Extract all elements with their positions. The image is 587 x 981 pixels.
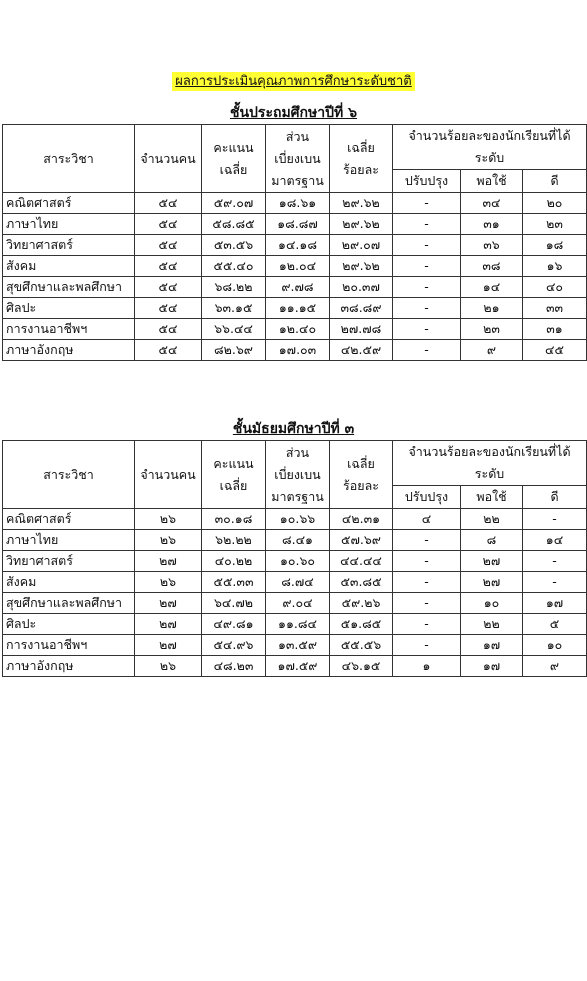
cell-subject: สุขศึกษาและพลศึกษา [3, 277, 135, 298]
cell-count: ๕๔ [135, 193, 202, 214]
cell-improve: - [393, 193, 461, 214]
cell-fair: ๒๑ [461, 298, 523, 319]
header-count: จำนวนคน [135, 125, 202, 193]
cell-sd: ๑๐.๖๐ [266, 551, 330, 572]
header-improve: ปรับปรุง [393, 170, 461, 193]
header-good: ดี [523, 170, 587, 193]
cell-improve: - [393, 593, 461, 614]
cell-improve: - [393, 214, 461, 235]
cell-subject: สังคม [3, 256, 135, 277]
table-row [3, 593, 587, 614]
cell-sd: ๑๗.๕๙ [266, 656, 330, 677]
cell-sd: ๑๒.๐๔ [266, 256, 330, 277]
header-count: จำนวนคน [135, 441, 202, 509]
header-fair: พอใช้ [461, 486, 523, 509]
cell-improve: - [393, 277, 461, 298]
results-table-secondary [2, 440, 587, 677]
cell-count: ๒๖ [135, 656, 202, 677]
cell-sd: ๑๑.๑๕ [266, 298, 330, 319]
cell-subject: สุขศึกษาและพลศึกษา [3, 593, 135, 614]
cell-mean: ๕๓.๕๖ [202, 235, 266, 256]
cell-mean: ๘๒.๖๙ [202, 340, 266, 361]
cell-good: - [523, 509, 587, 530]
table-row [3, 193, 587, 214]
section-title-primary: ชั้นประถมศึกษาปีที่ ๖ [229, 105, 358, 121]
cell-fair: ๓๑ [461, 214, 523, 235]
cell-mean: ๖๒.๒๒ [202, 530, 266, 551]
cell-count: ๒๗ [135, 593, 202, 614]
table-row [3, 298, 587, 319]
header-levels: จำนวนร้อยละของนักเรียนที่ได้ ระดับ [393, 125, 587, 170]
header-percent: เฉลี่ย ร้อยละ [330, 125, 393, 193]
cell-good: - [523, 551, 587, 572]
table-row [3, 530, 587, 551]
cell-subject: การงานอาชีพฯ [3, 319, 135, 340]
cell-sd: ๑๘.๘๗ [266, 214, 330, 235]
cell-sd: ๑๗.๐๓ [266, 340, 330, 361]
cell-percent: ๕๑.๘๕ [330, 614, 393, 635]
cell-mean: ๕๘.๘๕ [202, 214, 266, 235]
cell-percent: ๔๔.๔๔ [330, 551, 393, 572]
cell-good: ๓๑ [523, 319, 587, 340]
cell-percent: ๔๖.๑๕ [330, 656, 393, 677]
cell-mean: ๔๙.๘๑ [202, 614, 266, 635]
cell-fair: ๑๐ [461, 593, 523, 614]
table-row [3, 277, 587, 298]
cell-mean: ๖๖.๔๔ [202, 319, 266, 340]
cell-fair: ๑๗ [461, 656, 523, 677]
table-row [3, 551, 587, 572]
header-sd: ส่วน เบี่ยงเบน มาตรฐาน [266, 441, 330, 509]
cell-improve: ๑ [393, 656, 461, 677]
cell-percent: ๕๙.๒๖ [330, 593, 393, 614]
header-percent: เฉลี่ย ร้อยละ [330, 441, 393, 509]
table-row [3, 256, 587, 277]
cell-improve: - [393, 614, 461, 635]
cell-mean: ๕๔.๙๖ [202, 635, 266, 656]
section-title-secondary: ชั้นมัธยมศึกษาปีที่ ๓ [232, 421, 355, 437]
cell-good: ๑๗ [523, 593, 587, 614]
cell-mean: ๖๔.๗๒ [202, 593, 266, 614]
cell-fair: ๒๓ [461, 319, 523, 340]
cell-fair: ๓๔ [461, 193, 523, 214]
cell-fair: ๑๔ [461, 277, 523, 298]
cell-improve: - [393, 235, 461, 256]
cell-subject: ศิลปะ [3, 298, 135, 319]
cell-mean: ๕๙.๐๗ [202, 193, 266, 214]
cell-percent: ๓๘.๘๙ [330, 298, 393, 319]
cell-percent: ๕๓.๘๕ [330, 572, 393, 593]
cell-sd: ๑๔.๑๘ [266, 235, 330, 256]
cell-percent: ๒๗.๗๘ [330, 319, 393, 340]
cell-fair: ๑๗ [461, 635, 523, 656]
header-mean: คะแนน เฉลี่ย [202, 441, 266, 509]
cell-count: ๒๖ [135, 572, 202, 593]
cell-fair: ๒๒ [461, 509, 523, 530]
cell-sd: ๘.๗๔ [266, 572, 330, 593]
table-row [3, 509, 587, 530]
page-title: ผลการประเมินคุณภาพการศึกษาระดับชาติ [172, 72, 414, 91]
cell-good: ๑๘ [523, 235, 587, 256]
cell-improve: - [393, 298, 461, 319]
cell-sd: ๑๘.๖๑ [266, 193, 330, 214]
cell-count: ๕๔ [135, 319, 202, 340]
cell-fair: ๘ [461, 530, 523, 551]
cell-good: - [523, 572, 587, 593]
cell-subject: สังคม [3, 572, 135, 593]
cell-percent: ๒๙.๖๒ [330, 214, 393, 235]
cell-mean: ๖๓.๑๕ [202, 298, 266, 319]
table-row [3, 635, 587, 656]
cell-count: ๕๔ [135, 340, 202, 361]
cell-percent: ๒๐.๓๗ [330, 277, 393, 298]
cell-good: ๔๕ [523, 340, 587, 361]
cell-count: ๒๗ [135, 635, 202, 656]
cell-sd: ๑๐.๖๖ [266, 509, 330, 530]
cell-fair: ๒๒ [461, 614, 523, 635]
cell-percent: ๕๕.๕๖ [330, 635, 393, 656]
header-fair: พอใช้ [461, 170, 523, 193]
cell-percent: ๕๗.๖๙ [330, 530, 393, 551]
table-row [3, 235, 587, 256]
cell-count: ๕๔ [135, 214, 202, 235]
header-subject: สาระวิชา [3, 125, 135, 193]
cell-subject: ภาษาอังกฤษ [3, 340, 135, 361]
cell-sd: ๑๓.๕๙ [266, 635, 330, 656]
cell-good: ๔๐ [523, 277, 587, 298]
cell-subject: ภาษาไทย [3, 530, 135, 551]
cell-good: ๑๖ [523, 256, 587, 277]
cell-fair: ๒๗ [461, 572, 523, 593]
cell-fair: ๒๗ [461, 551, 523, 572]
cell-good: ๒๓ [523, 214, 587, 235]
cell-improve: - [393, 635, 461, 656]
header-good: ดี [523, 486, 587, 509]
cell-mean: ๔๘.๒๓ [202, 656, 266, 677]
cell-count: ๒๗ [135, 614, 202, 635]
cell-count: ๕๔ [135, 277, 202, 298]
cell-count: ๒๖ [135, 509, 202, 530]
cell-subject: วิทยาศาสตร์ [3, 235, 135, 256]
cell-count: ๒๗ [135, 551, 202, 572]
cell-subject: คณิตศาสตร์ [3, 509, 135, 530]
cell-sd: ๙.๐๔ [266, 593, 330, 614]
cell-subject: ศิลปะ [3, 614, 135, 635]
cell-sd: ๘.๔๑ [266, 530, 330, 551]
header-improve: ปรับปรุง [393, 486, 461, 509]
cell-percent: ๒๙.๐๗ [330, 235, 393, 256]
cell-improve: - [393, 572, 461, 593]
header-subject: สาระวิชา [3, 441, 135, 509]
cell-mean: ๓๐.๑๘ [202, 509, 266, 530]
cell-mean: ๖๘.๒๒ [202, 277, 266, 298]
cell-improve: - [393, 319, 461, 340]
cell-good: ๒๐ [523, 193, 587, 214]
cell-good: ๑๔ [523, 530, 587, 551]
cell-sd: ๑๒.๔๐ [266, 319, 330, 340]
cell-count: ๕๔ [135, 298, 202, 319]
header-sd: ส่วน เบี่ยงเบน มาตรฐาน [266, 125, 330, 193]
cell-improve: - [393, 551, 461, 572]
cell-improve: - [393, 256, 461, 277]
cell-fair: ๙ [461, 340, 523, 361]
cell-good: ๓๓ [523, 298, 587, 319]
cell-subject: การงานอาชีพฯ [3, 635, 135, 656]
cell-good: ๑๐ [523, 635, 587, 656]
cell-subject: คณิตศาสตร์ [3, 193, 135, 214]
cell-improve: ๔ [393, 509, 461, 530]
cell-improve: - [393, 530, 461, 551]
table-row [3, 614, 587, 635]
table-row [3, 214, 587, 235]
cell-fair: ๓๘ [461, 256, 523, 277]
cell-fair: ๓๖ [461, 235, 523, 256]
table-row [3, 319, 587, 340]
table-row [3, 340, 587, 361]
cell-sd: ๙.๗๘ [266, 277, 330, 298]
cell-mean: ๕๕.๔๐ [202, 256, 266, 277]
cell-count: ๕๔ [135, 256, 202, 277]
cell-mean: ๕๕.๓๓ [202, 572, 266, 593]
results-table-primary [2, 124, 587, 361]
page-title-wrap [0, 70, 587, 91]
cell-subject: ภาษาอังกฤษ [3, 656, 135, 677]
cell-good: ๙ [523, 656, 587, 677]
cell-improve: - [393, 340, 461, 361]
header-levels: จำนวนร้อยละของนักเรียนที่ได้ ระดับ [393, 441, 587, 486]
table-row [3, 656, 587, 677]
table-row [3, 572, 587, 593]
cell-percent: ๔๒.๓๑ [330, 509, 393, 530]
cell-good: ๕ [523, 614, 587, 635]
cell-mean: ๔๐.๒๒ [202, 551, 266, 572]
cell-count: ๒๖ [135, 530, 202, 551]
header-mean: คะแนน เฉลี่ย [202, 125, 266, 193]
cell-sd: ๑๑.๘๔ [266, 614, 330, 635]
cell-percent: ๒๙.๖๒ [330, 193, 393, 214]
cell-percent: ๔๒.๕๙ [330, 340, 393, 361]
cell-subject: วิทยาศาสตร์ [3, 551, 135, 572]
cell-count: ๕๔ [135, 235, 202, 256]
cell-percent: ๒๙.๖๒ [330, 256, 393, 277]
cell-subject: ภาษาไทย [3, 214, 135, 235]
